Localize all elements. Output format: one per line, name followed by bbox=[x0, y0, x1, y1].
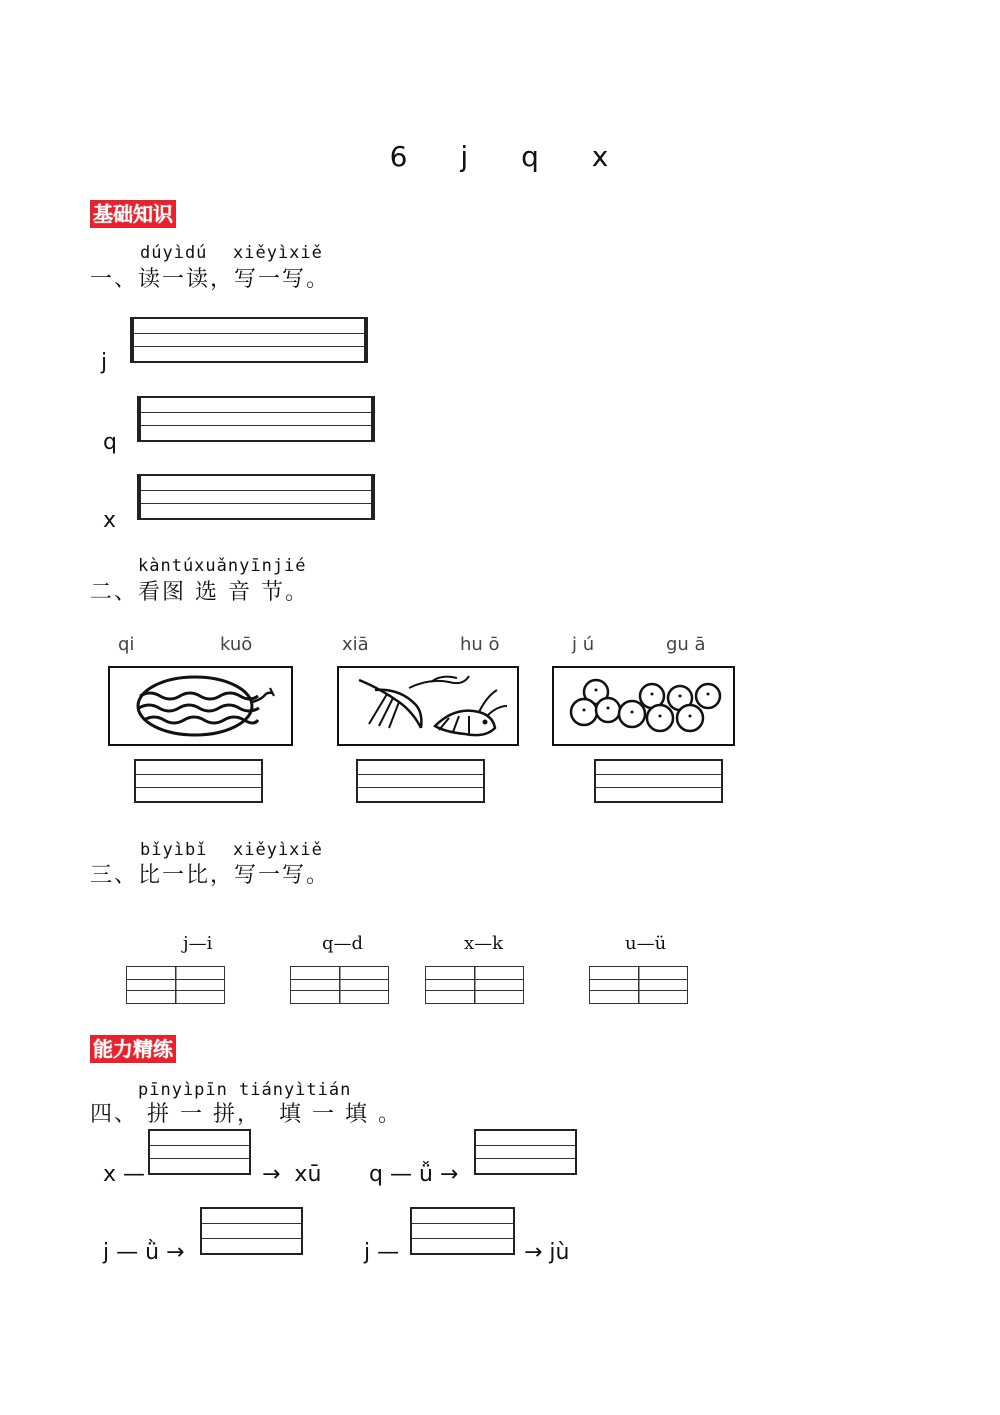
q3-pinyin-write: xiěyìxiě bbox=[233, 840, 323, 860]
title-letter-x: x bbox=[591, 140, 611, 173]
q4-expr4-right: → jù bbox=[524, 1240, 570, 1265]
oranges-icon bbox=[554, 668, 733, 744]
q4-heading: 四、 拼 一 拼， 填 一 填 。 bbox=[90, 1102, 402, 1127]
q4-expr3-left: j — ǜ → bbox=[103, 1240, 185, 1265]
watermelon-picture bbox=[108, 666, 293, 746]
q3-pair-q-d: q—d bbox=[322, 933, 364, 954]
shrimp-picture bbox=[337, 666, 519, 746]
q1-pinyin-write: xiěyìxiě bbox=[233, 243, 323, 263]
q2-option-kuo[interactable]: kuō bbox=[220, 634, 253, 655]
q4-answer-box-3[interactable] bbox=[200, 1207, 303, 1255]
shrimp-icon bbox=[339, 668, 517, 744]
q1-writing-box-x[interactable] bbox=[137, 474, 375, 520]
q2-option-gua[interactable]: gu ā bbox=[666, 634, 706, 655]
q4-expr4-left: j — bbox=[364, 1240, 400, 1265]
q2-option-xia[interactable]: xiā bbox=[342, 634, 369, 655]
q1-letter-q: q bbox=[103, 430, 117, 455]
q2-heading: 二、看图 选 音 节。 bbox=[90, 580, 309, 605]
q3-writing-grid-3[interactable] bbox=[425, 966, 524, 1004]
title-letter-q: q bbox=[521, 140, 541, 173]
section-tag-basic: 基础知识 bbox=[90, 200, 176, 228]
watermelon-icon bbox=[110, 668, 291, 744]
q4-answer-box-1[interactable] bbox=[148, 1129, 251, 1175]
q4-answer-box-2[interactable] bbox=[474, 1129, 577, 1175]
q4-expr1-right: → xū bbox=[262, 1162, 322, 1187]
q4-pinyin-spell: pīnyìpīn bbox=[138, 1080, 228, 1100]
q2-answer-box-2[interactable] bbox=[356, 759, 485, 803]
q1-letter-j: j bbox=[101, 350, 108, 375]
q4-expr1-left: x — bbox=[103, 1162, 146, 1187]
q3-pair-j-i: j—i bbox=[183, 933, 213, 954]
section-tag-ability: 能力精练 bbox=[90, 1035, 176, 1063]
q1-letter-x: x bbox=[103, 508, 117, 533]
q3-pair-u-u: u—ü bbox=[625, 933, 667, 954]
q1-heading: 一、读一读，写一写。 bbox=[90, 267, 331, 292]
q3-writing-grid-1[interactable] bbox=[126, 966, 225, 1004]
page-title bbox=[0, 140, 1000, 173]
q2-option-huo[interactable]: hu ō bbox=[460, 634, 500, 655]
q3-writing-grid-2[interactable] bbox=[290, 966, 389, 1004]
title-letter-j: j bbox=[460, 140, 471, 173]
q3-pair-x-k: x—k bbox=[464, 933, 504, 954]
lesson-number: 6 bbox=[389, 140, 410, 173]
q4-pinyin-fill: tiányìtián bbox=[239, 1080, 352, 1100]
q2-option-ju[interactable]: j ú bbox=[572, 634, 595, 655]
q4-answer-box-4[interactable] bbox=[410, 1207, 515, 1255]
q2-answer-box-1[interactable] bbox=[134, 759, 263, 803]
q1-pinyin-read: dúyìdú bbox=[140, 243, 208, 263]
q1-writing-box-j[interactable] bbox=[130, 317, 368, 363]
q1-writing-box-q[interactable] bbox=[137, 396, 375, 442]
q4-expr2-left: q — ǚ → bbox=[369, 1162, 459, 1187]
q2-pinyin: kàntúxuǎnyīnjié bbox=[138, 556, 307, 576]
oranges-picture bbox=[552, 666, 735, 746]
q3-pinyin-compare: bǐyìbǐ bbox=[140, 840, 208, 860]
q2-answer-box-3[interactable] bbox=[594, 759, 723, 803]
q2-option-qi[interactable]: qi bbox=[118, 634, 135, 655]
q3-writing-grid-4[interactable] bbox=[589, 966, 688, 1004]
q3-heading: 三、比一比，写一写。 bbox=[90, 863, 331, 888]
